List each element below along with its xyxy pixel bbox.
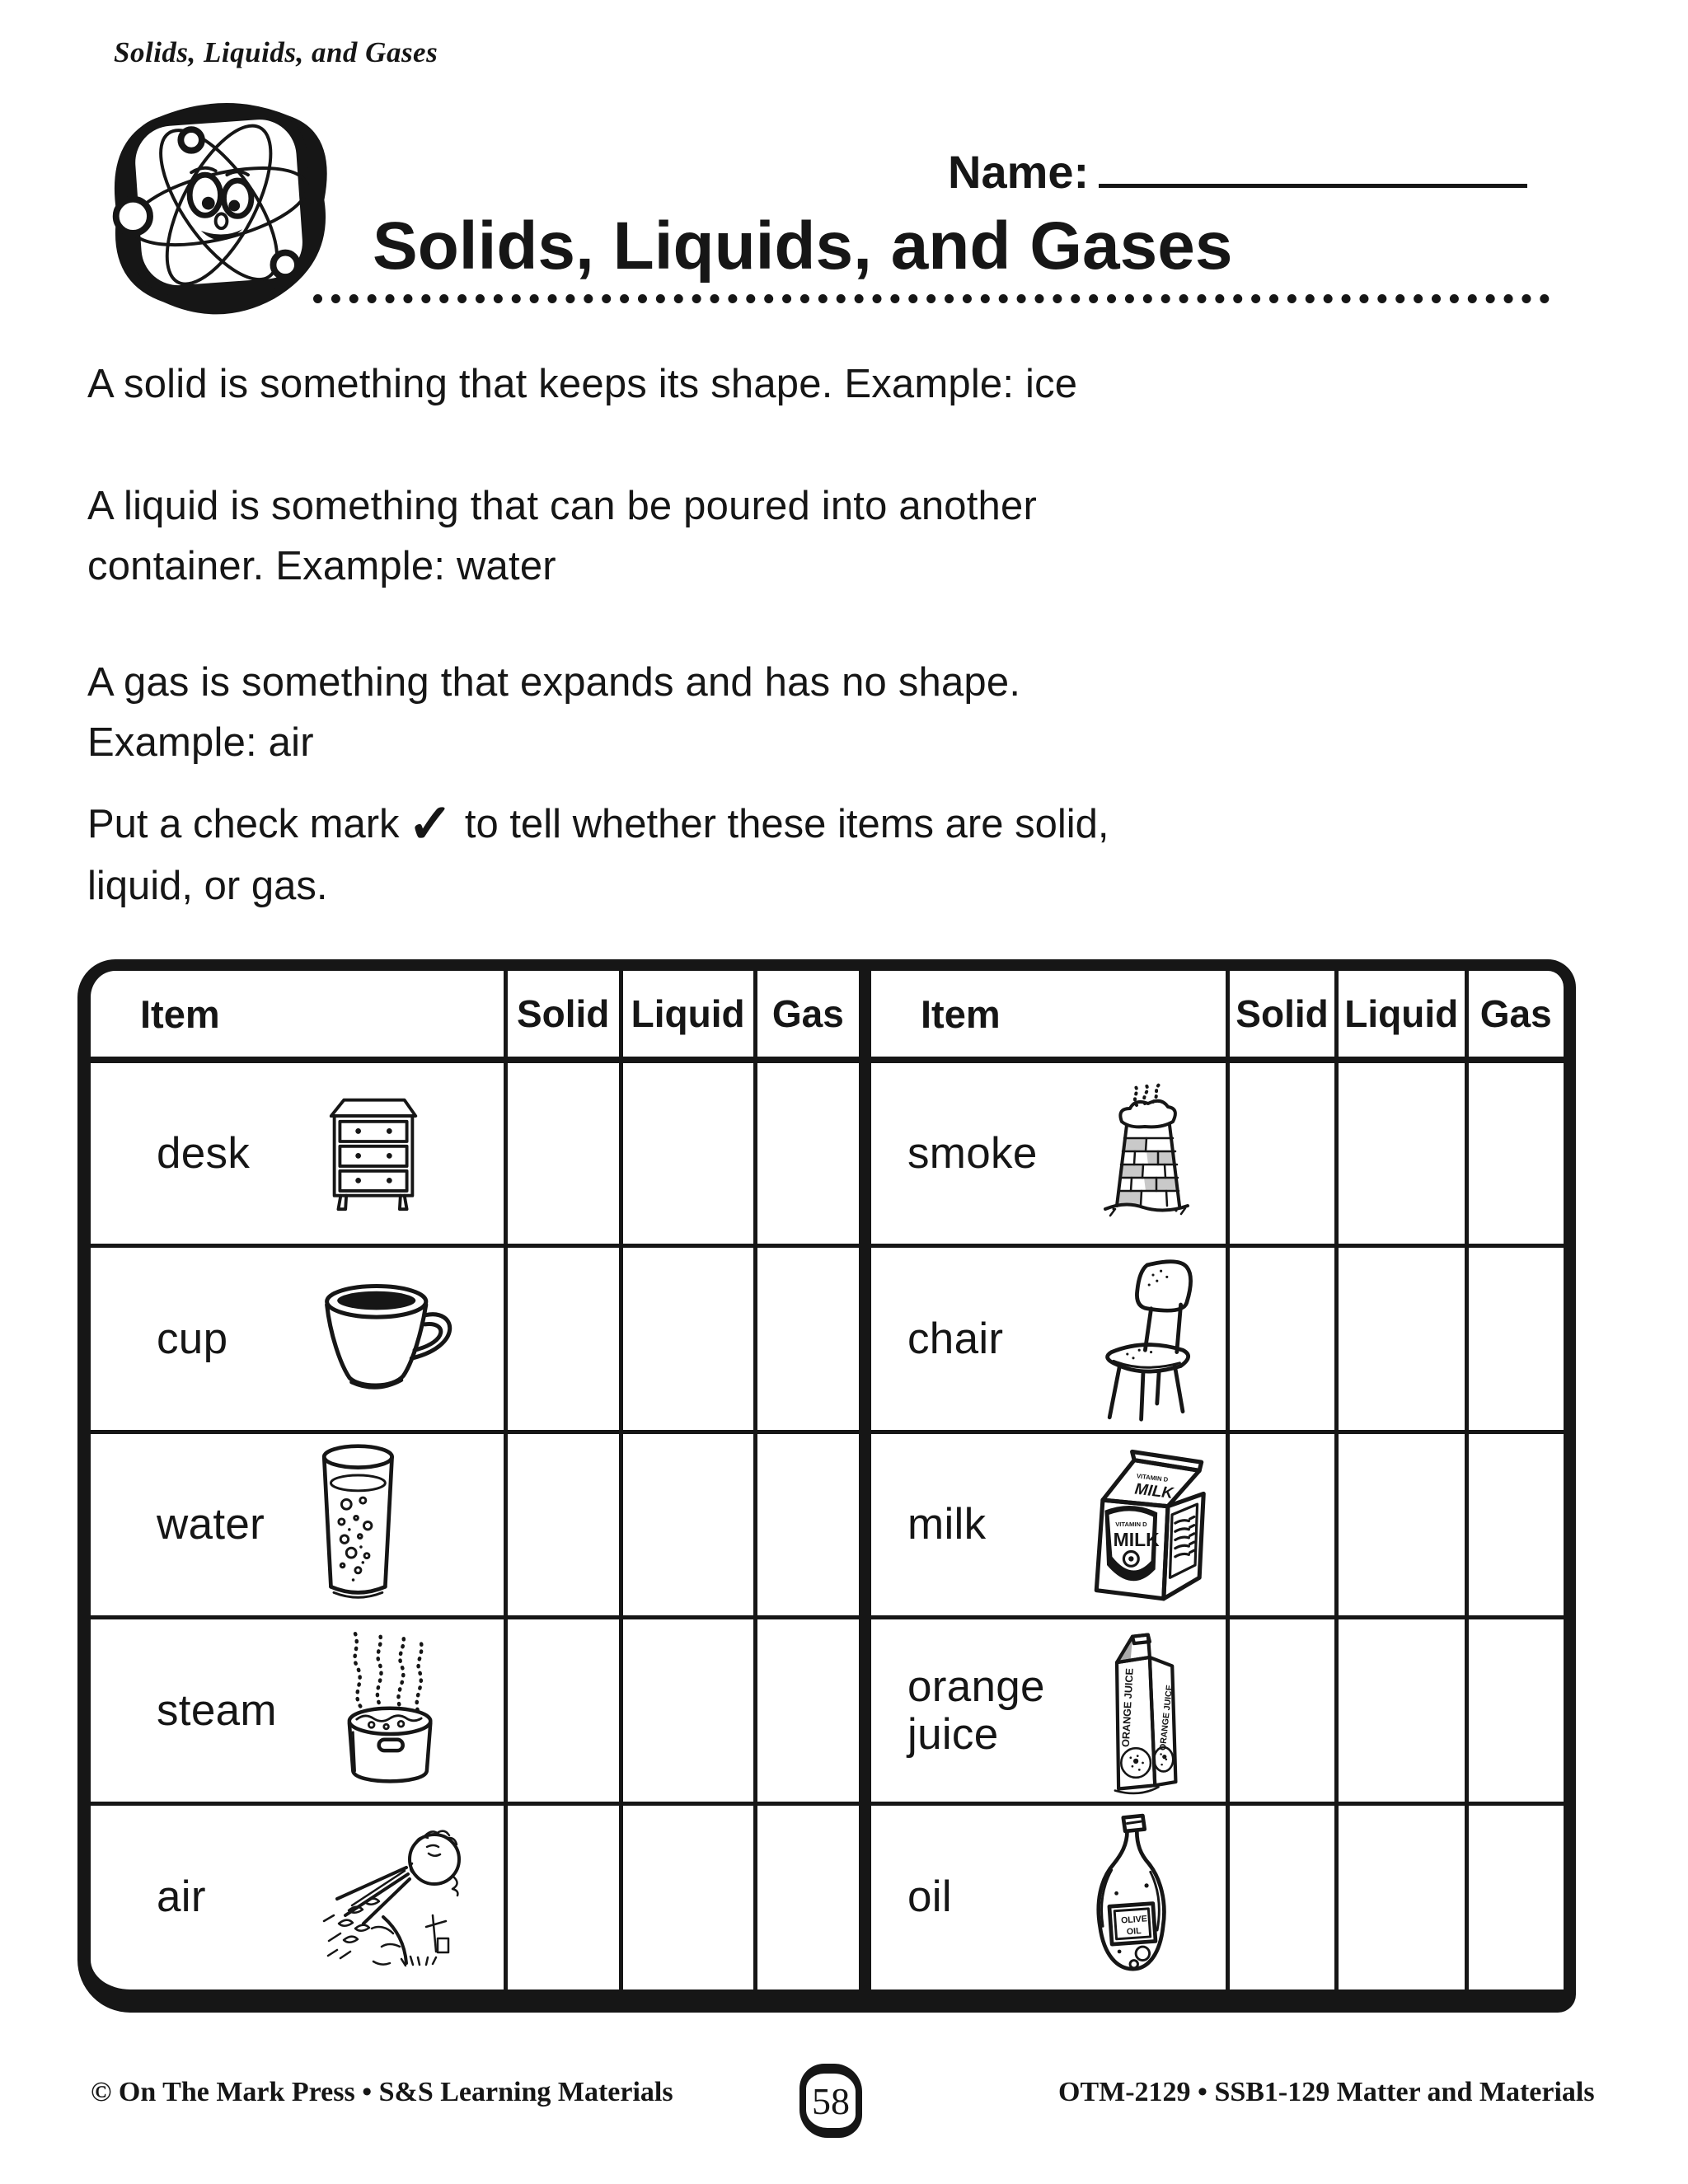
answer-air-solid[interactable] [505,1803,621,1990]
footer-publisher: © On The Mark Press • S&S Learning Materials [91,2077,673,2107]
item-label-desk: desk [157,1128,251,1178]
milk-front-brand-text: MILK [1113,1529,1160,1551]
answer-smoke-solid[interactable] [1228,1060,1337,1246]
table-row-oil [871,1803,1564,1990]
item-label-orange-juice: orange juice [907,1661,1045,1759]
gas-definition-line1: A gas is something that expands and has no shape. [87,660,1021,705]
table-row-water [91,1432,859,1618]
answer-milk-solid[interactable] [1228,1432,1337,1618]
item-cell-desk [91,1060,505,1246]
answer-water-solid[interactable] [505,1432,621,1618]
item-cell-chair [871,1246,1228,1432]
item-cell-smoke [871,1060,1228,1246]
oil-bottle-icon [1084,1810,1181,1985]
dotted-divider [313,293,1550,303]
instruction [87,793,1109,917]
answer-chair-gas[interactable] [1466,1246,1564,1432]
liquid-definition-line2: container. Example: water [87,544,556,588]
blowing-wind-icon [312,1823,469,1971]
solid-definition [87,354,1077,415]
atom-mascot-icon [101,92,344,325]
answer-milk-liquid[interactable] [1337,1432,1466,1618]
liquid-definition-line1: A liquid is something that can be poured into another [87,484,1037,528]
item-label-smoke: smoke [907,1128,1038,1178]
header-item-right: Item [871,971,1228,1060]
table-row-chair [871,1246,1564,1432]
table-row-milk [871,1432,1564,1618]
item-label-steam: steam [157,1685,277,1735]
milk-top-brand-text: MILK [1133,1480,1175,1503]
solid-definition-text: A solid is something that keeps its shape. Example: ice [87,362,1078,406]
dresser-icon [312,1094,434,1213]
answer-air-gas[interactable] [755,1803,859,1990]
answer-steam-gas[interactable] [755,1618,859,1804]
answer-water-liquid[interactable] [621,1432,755,1618]
gas-definition-line2: Example: air [87,720,314,765]
instruction-before-check: Put a check mark [87,802,400,846]
item-cell-oil [871,1803,1228,1990]
name-label: Name: [948,146,1090,198]
table-row-steam [91,1618,859,1804]
item-cell-milk [871,1432,1228,1618]
answer-cup-solid[interactable] [505,1246,621,1432]
chimney-smoke-icon [1084,1080,1207,1227]
answer-orange-juice-gas[interactable] [1466,1618,1564,1804]
answer-steam-solid[interactable] [505,1618,621,1804]
header-gas-left: Gas [755,971,859,1060]
header-liquid-left: Liquid [621,971,755,1060]
name-row [948,142,1527,199]
check-mark-glyph: ✓ [407,793,453,854]
answer-orange-juice-solid[interactable] [1228,1618,1337,1804]
answer-oil-gas[interactable] [1466,1803,1564,1990]
name-fill-in-line[interactable] [1099,142,1527,188]
table-header-row-left [91,971,859,1060]
instruction-line1 [87,793,1109,855]
table-center-divider [859,971,871,1990]
steaming-pot-icon [312,1625,451,1796]
item-label-cup: cup [157,1314,228,1363]
item-label-oil: oil [907,1872,952,1922]
milk-front-small-text: VITAMIN D [1115,1521,1147,1529]
answer-desk-gas[interactable] [755,1060,859,1246]
page-title: Solids, Liquids, and Gases [373,209,1233,284]
juice-carton-icon [1084,1624,1201,1797]
header-solid-right: Solid [1228,971,1337,1060]
header-item-left: Item [91,971,505,1060]
answer-chair-liquid[interactable] [1337,1246,1466,1432]
mug-icon [312,1280,467,1399]
answer-oil-liquid[interactable] [1337,1803,1466,1990]
chair-icon [1084,1255,1212,1423]
item-cell-orange-juice [871,1618,1228,1804]
table-row-cup [91,1246,859,1432]
answer-smoke-gas[interactable] [1466,1060,1564,1246]
item-cell-steam [91,1618,505,1804]
classification-table [77,959,1576,2013]
answer-oil-solid[interactable] [1228,1803,1337,1990]
answer-desk-liquid[interactable] [621,1060,755,1246]
table-row-air [91,1803,859,1990]
oj-side-text: ORANGE JUICE [1157,1684,1175,1751]
answer-air-liquid[interactable] [621,1803,755,1990]
item-label-air: air [157,1872,206,1922]
oil-label-line2-text: OIL [1126,1926,1142,1938]
milk-carton-icon [1084,1443,1226,1606]
table-row-desk [91,1060,859,1246]
atom-mascot-icon [101,92,344,325]
answer-orange-juice-liquid[interactable] [1337,1618,1466,1804]
item-cell-cup [91,1246,505,1432]
page-number: 58 [812,2079,850,2122]
answer-chair-solid[interactable] [1228,1246,1337,1432]
item-cell-air [91,1803,505,1990]
answer-cup-liquid[interactable] [621,1246,755,1432]
answer-desk-solid[interactable] [505,1060,621,1246]
milk-top-small-text: VITAMIN D [1136,1472,1169,1484]
answer-cup-gas[interactable] [755,1246,859,1432]
corner-header: Solids, Liquids, and Gases [114,36,438,68]
table-right-half [871,971,1564,1990]
table-row-orange-juice [871,1618,1564,1804]
instruction-after-check: to tell whether these items are solid, [464,802,1109,846]
page-number-badge [799,2064,862,2138]
oil-label-line1-text: OLIVE [1120,1914,1148,1926]
oj-front-text: ORANGE JUICE [1119,1667,1136,1747]
footer-catalog: OTM-2129 • SSB1-129 Matter and Materials [1058,2077,1595,2107]
answer-milk-gas[interactable] [1466,1432,1564,1618]
table-header-row-right [871,971,1564,1060]
item-label-milk: milk [907,1500,987,1549]
answer-steam-liquid[interactable] [621,1618,755,1804]
item-label-chair: chair [907,1314,1004,1363]
gas-definition [87,653,1020,773]
item-label-water: water [157,1500,265,1549]
answer-water-gas[interactable] [755,1432,859,1618]
header-gas-right: Gas [1466,971,1564,1060]
table-row-smoke [871,1060,1564,1246]
instruction-line2: liquid, or gas. [87,864,328,908]
answer-smoke-liquid[interactable] [1337,1060,1466,1246]
water-glass-icon [312,1442,405,1607]
item-cell-water [91,1432,505,1618]
header-liquid-right: Liquid [1337,971,1466,1060]
table-left-half [91,971,859,1990]
header-solid-left: Solid [505,971,621,1060]
liquid-definition [87,476,1037,597]
